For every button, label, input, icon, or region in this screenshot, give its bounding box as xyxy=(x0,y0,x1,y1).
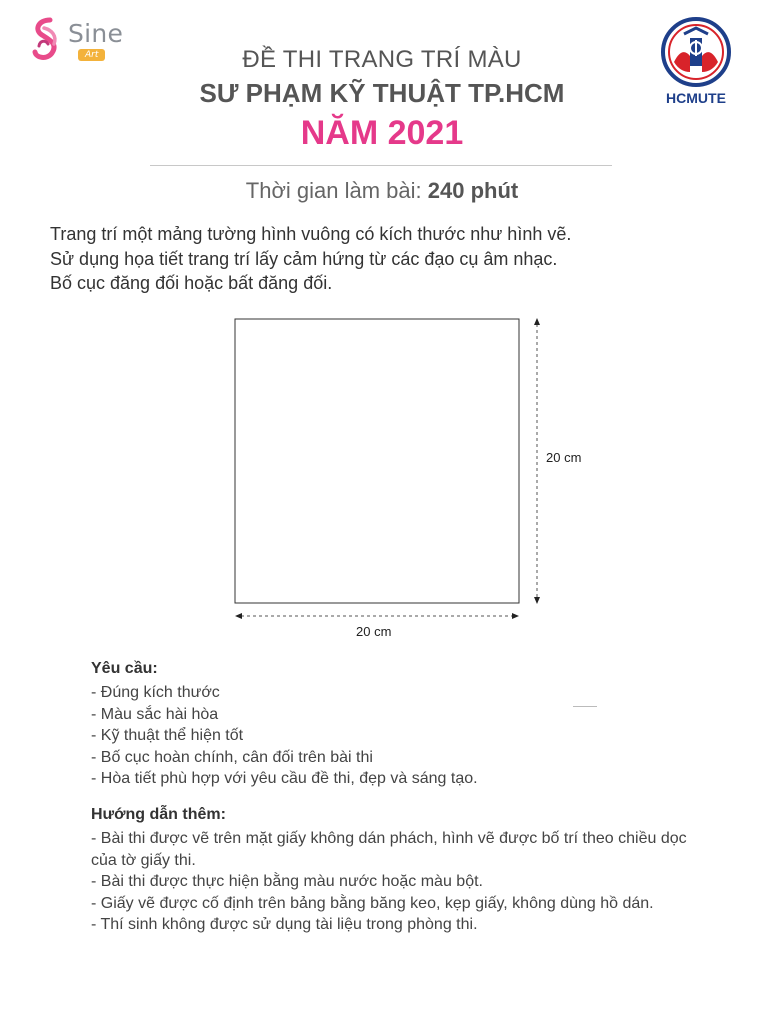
time-line xyxy=(0,178,764,204)
requirements-title: Yêu cầu: xyxy=(91,660,158,677)
guideline-item: - Bài thi được vẽ trên mặt giấy không dán phách, hình vẽ được bố trí theo chiều dọc của tờ giấy thi. xyxy=(91,830,687,869)
task-line: Bố cục đăng đối hoặc bất đăng đối. xyxy=(50,273,333,293)
requirement-item: - Bố cục hoàn chính, cân đối trên bài thi xyxy=(91,748,373,766)
header-divider xyxy=(150,165,612,166)
brand-name: Sine xyxy=(68,19,124,48)
school-title: SƯ PHẠM KỸ THUẬT TP.HCM xyxy=(199,78,565,108)
requirement-item: - Màu sắc hài hòa xyxy=(91,705,219,723)
width-label: 20 cm xyxy=(356,624,392,639)
exam-year: NĂM 2021 xyxy=(300,114,464,152)
square-outline xyxy=(235,319,519,603)
exam-label: ĐỀ THI TRANG TRÍ MÀU xyxy=(242,46,522,73)
task-description xyxy=(50,222,730,296)
guidelines-title: Hướng dẫn thêm: xyxy=(91,806,226,823)
height-dimension xyxy=(534,318,540,604)
requirement-item: - Đúng kích thước xyxy=(91,684,220,701)
requirement-item: - Hòa tiết phù hợp với yêu cầu đề thi, đẹp và sáng tạo. xyxy=(91,770,478,788)
time-value: 240 phút xyxy=(427,178,519,203)
height-label: 20 cm xyxy=(546,450,582,465)
width-dimension xyxy=(235,613,519,619)
task-line: Trang trí một mảng tường hình vuông có kích thước như hình vẽ. xyxy=(50,224,572,244)
guideline-item: - Giấy vẽ được cố định trên bảng bằng băng keo, kẹp giấy, không dùng hồ dán. xyxy=(91,894,654,912)
divider-mark xyxy=(573,706,597,707)
requirements-section xyxy=(91,660,711,790)
guideline-item: - Thí sinh không được sử dụng tài liệu trong phòng thi. xyxy=(91,916,478,934)
guidelines-section xyxy=(91,806,711,936)
task-line: Sử dụng họa tiết trang trí lấy cảm hứng từ các đạo cụ âm nhạc. xyxy=(50,248,558,269)
guideline-item: - Bài thi được thực hiện bằng màu nước hoặc màu bột. xyxy=(91,873,483,891)
time-label: Thời gian làm bài: xyxy=(245,178,422,203)
school-logo-text: HCMUTE xyxy=(666,90,726,106)
requirement-item: - Kỹ thuật thể hiện tốt xyxy=(91,727,244,745)
brand-tag: Art xyxy=(78,49,105,61)
